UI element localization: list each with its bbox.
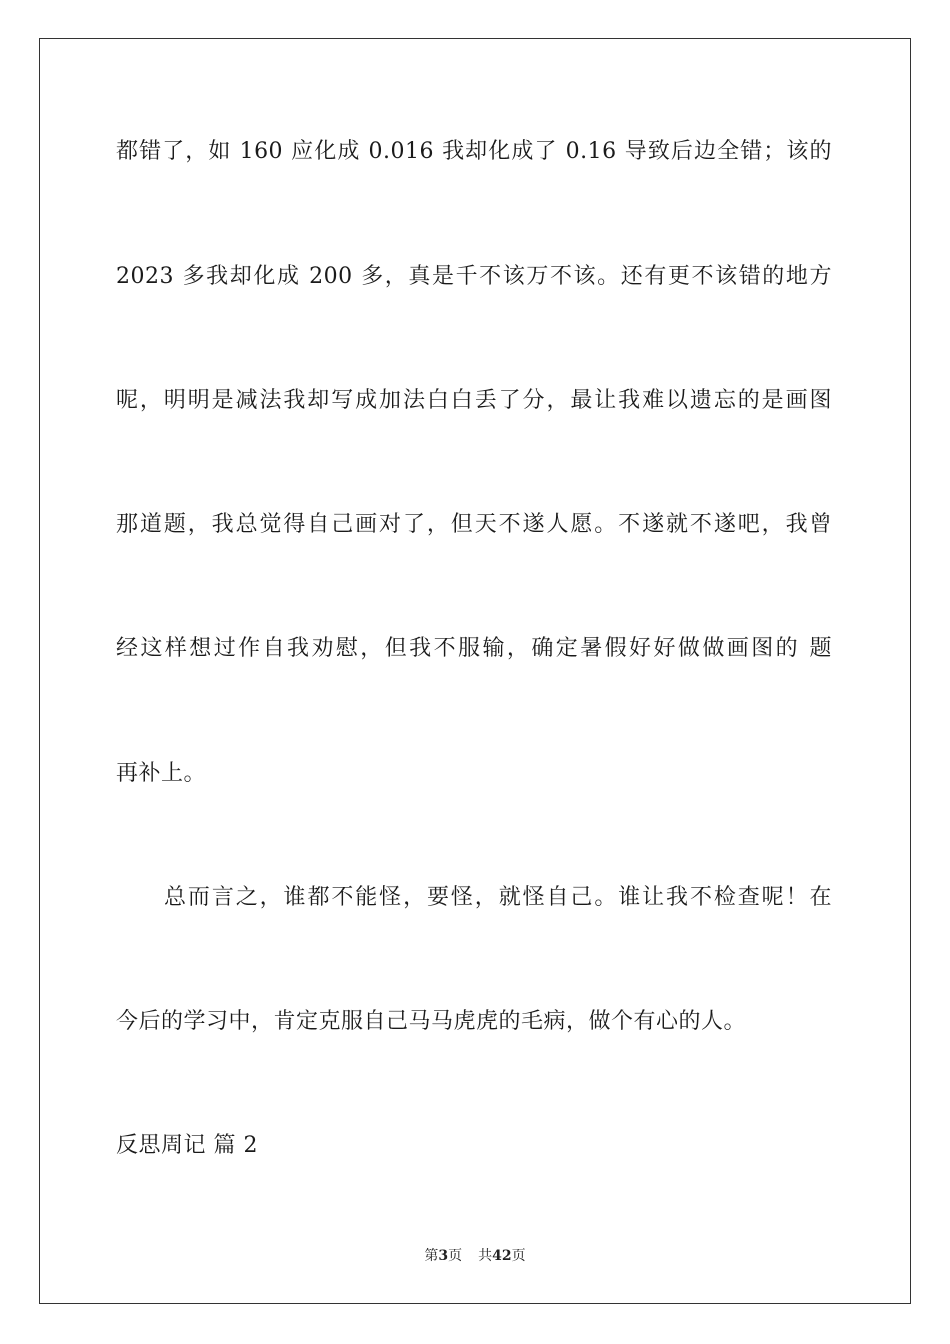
body-line-2: 2023 多我却化成 200 多，真是千不该万不该。还有更不该错的地方 xyxy=(116,264,832,289)
page-footer xyxy=(0,1246,950,1266)
body-line-6: 再补上。 xyxy=(116,761,207,786)
body-line-7: 总而言之，谁都不能怪，要怪，就怪自己。谁让我不检查呢！在 xyxy=(164,885,832,910)
body-line-8: 今后的学习中，肯定克服自己马马虎虎的毛病，做个有心的人。 xyxy=(116,1009,747,1034)
page-number: 3 xyxy=(438,1248,449,1264)
page-border xyxy=(39,38,911,1304)
body-line-5: 经这样想过作自我劝慰，但我不服输，确定暑假好好做做画图的 题 xyxy=(116,636,832,661)
total-prefix: 共 xyxy=(478,1248,493,1264)
section-title: 反思周记 篇 2 xyxy=(116,1133,258,1158)
page-prefix: 第 xyxy=(424,1248,439,1264)
page-suffix: 页 xyxy=(448,1248,463,1264)
total-suffix: 页 xyxy=(511,1248,526,1264)
body-line-1: 都错了，如 160 应化成 0.016 我却化成了 0.16 导致后边全错；该的 xyxy=(116,139,832,164)
body-line-4: 那道题，我总觉得自己画对了，但天不遂人愿。不遂就不遂吧，我曾 xyxy=(116,512,832,537)
total-pages: 42 xyxy=(492,1248,512,1264)
body-line-3: 呢，明明是减法我却写成加法白白丢了分，最让我难以遗忘的是画图 xyxy=(116,388,832,413)
